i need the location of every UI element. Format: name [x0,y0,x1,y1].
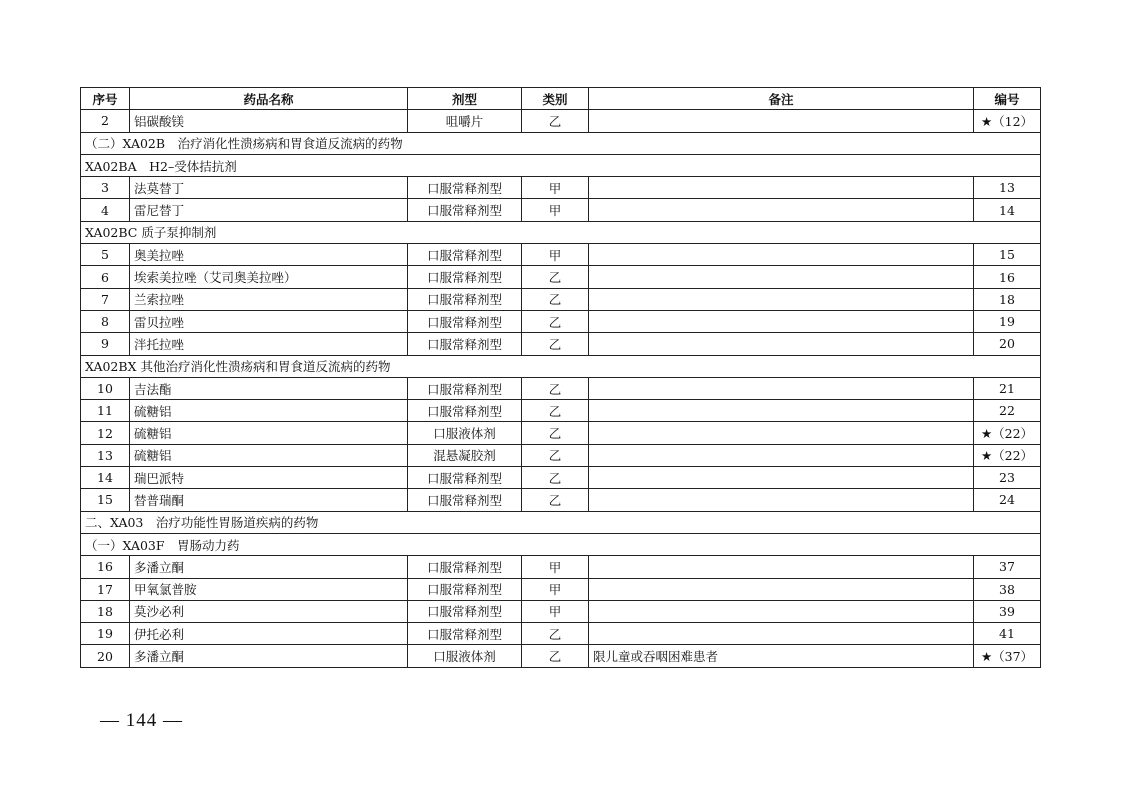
cell-code: 38 [974,578,1041,600]
cell-no: 9 [81,333,130,355]
section-row [81,132,1041,154]
cell-code: 16 [974,266,1041,288]
table-row [81,377,1041,399]
cell-remark [589,288,974,310]
cell-dosage-form: 口服常释剂型 [408,333,522,355]
section-heading: XA02BX 其他治疗消化性溃疡病和胃食道反流病的药物 [81,355,1041,377]
cell-remark [589,400,974,422]
section-heading: （一）XA03F 胃肠动力药 [81,533,1041,555]
table-row [81,199,1041,221]
cell-dosage-form: 口服常释剂型 [408,177,522,199]
cell-code: 41 [974,623,1041,645]
table-row [81,333,1041,355]
section-row [81,355,1041,377]
cell-remark [589,444,974,466]
cell-no: 10 [81,377,130,399]
cell-dosage-form: 口服常释剂型 [408,623,522,645]
cell-remark [589,244,974,266]
table-row [81,600,1041,622]
cell-remark [589,110,974,132]
table-row [81,489,1041,511]
cell-drug-name: 莫沙必利 [130,600,408,622]
table-row [81,623,1041,645]
cell-no: 6 [81,266,130,288]
cell-no: 15 [81,489,130,511]
cell-remark [589,600,974,622]
cell-remark [589,467,974,489]
cell-no: 8 [81,310,130,332]
cell-drug-name: 多潘立酮 [130,645,408,667]
cell-category: 乙 [522,645,589,667]
table-row [81,110,1041,132]
cell-code: 18 [974,288,1041,310]
cell-category: 乙 [522,266,589,288]
header-remark: 备注 [589,88,974,110]
cell-code: 21 [974,377,1041,399]
cell-no: 14 [81,467,130,489]
cell-drug-name: 硫糖铝 [130,400,408,422]
cell-remark [589,623,974,645]
drug-list-table [80,87,1041,668]
cell-no: 12 [81,422,130,444]
cell-dosage-form: 口服常释剂型 [408,288,522,310]
cell-dosage-form: 口服液体剂 [408,645,522,667]
cell-remark [589,578,974,600]
cell-remark [589,177,974,199]
table-row [81,444,1041,466]
cell-code: ★（22） [974,422,1041,444]
cell-no: 3 [81,177,130,199]
cell-remark [589,489,974,511]
section-heading: 二、XA03 治疗功能性胃肠道疾病的药物 [81,511,1041,533]
cell-dosage-form: 口服常释剂型 [408,199,522,221]
cell-no: 5 [81,244,130,266]
table-row [81,556,1041,578]
cell-category: 甲 [522,244,589,266]
cell-code: 15 [974,244,1041,266]
cell-drug-name: 雷尼替丁 [130,199,408,221]
cell-category: 乙 [522,444,589,466]
cell-drug-name: 伊托必利 [130,623,408,645]
cell-category: 甲 [522,556,589,578]
cell-no: 11 [81,400,130,422]
cell-drug-name: 替普瑞酮 [130,489,408,511]
cell-category: 甲 [522,600,589,622]
table-row [81,467,1041,489]
table-row [81,266,1041,288]
header-category: 类别 [522,88,589,110]
section-row [81,511,1041,533]
table-header-row [81,88,1041,110]
cell-drug-name: 兰索拉唑 [130,288,408,310]
cell-dosage-form: 口服常释剂型 [408,310,522,332]
cell-remark: 限儿童或吞咽困难患者 [589,645,974,667]
header-no: 序号 [81,88,130,110]
cell-drug-name: 硫糖铝 [130,422,408,444]
cell-no: 4 [81,199,130,221]
cell-remark [589,377,974,399]
cell-dosage-form: 口服常释剂型 [408,266,522,288]
cell-drug-name: 硫糖铝 [130,444,408,466]
cell-code: 22 [974,400,1041,422]
section-row [81,221,1041,243]
cell-no: 19 [81,623,130,645]
cell-category: 乙 [522,288,589,310]
table-body [81,110,1041,667]
cell-category: 乙 [522,489,589,511]
cell-drug-name: 雷贝拉唑 [130,310,408,332]
section-heading: （二）XA02B 治疗消化性溃疡病和胃食道反流病的药物 [81,132,1041,154]
table-row [81,310,1041,332]
cell-drug-name: 吉法酯 [130,377,408,399]
cell-category: 乙 [522,400,589,422]
cell-dosage-form: 口服常释剂型 [408,600,522,622]
cell-dosage-form: 口服常释剂型 [408,400,522,422]
table-row [81,244,1041,266]
table-row [81,422,1041,444]
cell-drug-name: 甲氧氯普胺 [130,578,408,600]
cell-remark [589,199,974,221]
section-row [81,533,1041,555]
section-row [81,154,1041,176]
cell-code: ★（37） [974,645,1041,667]
cell-dosage-form: 口服常释剂型 [408,244,522,266]
cell-code: ★（22） [974,444,1041,466]
cell-code: 39 [974,600,1041,622]
cell-drug-name: 法莫替丁 [130,177,408,199]
cell-drug-name: 多潘立酮 [130,556,408,578]
section-heading: XA02BA H2–受体拮抗剂 [81,154,1041,176]
cell-dosage-form: 口服常释剂型 [408,489,522,511]
cell-dosage-form: 口服常释剂型 [408,556,522,578]
cell-code: 19 [974,310,1041,332]
cell-no: 17 [81,578,130,600]
cell-dosage-form: 口服常释剂型 [408,467,522,489]
cell-code: 20 [974,333,1041,355]
cell-drug-name: 埃索美拉唑（艾司奥美拉唑） [130,266,408,288]
cell-no: 18 [81,600,130,622]
cell-code: ★（12） [974,110,1041,132]
cell-category: 乙 [522,110,589,132]
cell-dosage-form: 混悬凝胶剂 [408,444,522,466]
cell-remark [589,422,974,444]
cell-drug-name: 奥美拉唑 [130,244,408,266]
table-row [81,177,1041,199]
cell-no: 7 [81,288,130,310]
cell-code: 13 [974,177,1041,199]
table-row [81,645,1041,667]
cell-no: 2 [81,110,130,132]
section-heading: XA02BC 质子泵抑制剂 [81,221,1041,243]
cell-drug-name: 泮托拉唑 [130,333,408,355]
cell-code: 14 [974,199,1041,221]
cell-category: 乙 [522,333,589,355]
cell-category: 乙 [522,422,589,444]
header-dosage-form: 剂型 [408,88,522,110]
cell-category: 乙 [522,310,589,332]
cell-category: 乙 [522,377,589,399]
cell-category: 甲 [522,177,589,199]
table-row [81,400,1041,422]
cell-remark [589,556,974,578]
cell-no: 13 [81,444,130,466]
table-row [81,288,1041,310]
cell-code: 23 [974,467,1041,489]
cell-dosage-form: 咀嚼片 [408,110,522,132]
cell-drug-name: 瑞巴派特 [130,467,408,489]
table-row [81,578,1041,600]
cell-category: 乙 [522,623,589,645]
cell-category: 甲 [522,199,589,221]
cell-dosage-form: 口服液体剂 [408,422,522,444]
cell-no: 16 [81,556,130,578]
header-code: 编号 [974,88,1041,110]
cell-category: 甲 [522,578,589,600]
cell-no: 20 [81,645,130,667]
cell-dosage-form: 口服常释剂型 [408,578,522,600]
cell-dosage-form: 口服常释剂型 [408,377,522,399]
page-number: — 144 — [100,710,183,731]
cell-code: 37 [974,556,1041,578]
cell-remark [589,333,974,355]
cell-code: 24 [974,489,1041,511]
cell-remark [589,310,974,332]
cell-drug-name: 铝碳酸镁 [130,110,408,132]
cell-remark [589,266,974,288]
cell-category: 乙 [522,467,589,489]
header-drug-name: 药品名称 [130,88,408,110]
